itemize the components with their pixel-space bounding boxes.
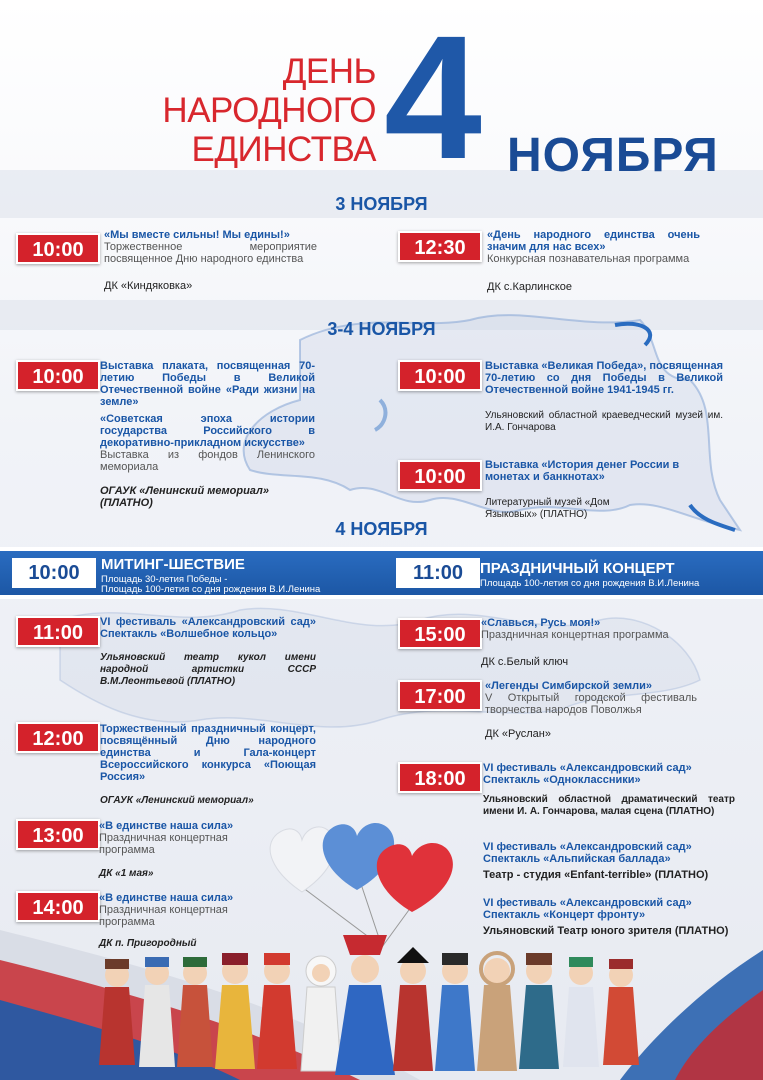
event-title: «В единстве наша сила» <box>99 892 234 904</box>
event-venue: Театр - студия «Enfant-terrible» (ПЛАТНО) <box>483 869 709 881</box>
event-nov4-right-3 <box>483 762 735 818</box>
event-title: VI фестиваль «Александровский сад» Спектакль «Волшебное кольцо» <box>100 616 316 640</box>
time-badge: 13:00 <box>16 819 100 850</box>
event-title: VI фестиваль «Александровский сад» Спектакль «Концерт фронту» <box>483 897 692 921</box>
event-venue: Литературный музей «Дом Языковых» (ПЛАТНО) <box>485 497 610 520</box>
event-nov4-right-2 <box>485 680 697 740</box>
event-nov4-left-3 <box>99 820 264 880</box>
event-venue: Ульяновский театр кукол имени народной артистки СССР В.М.Леонтьевой (ПЛАТНО) <box>100 652 316 687</box>
event-title: Выставка плаката, посвященная 70-летию Победы в Великой Отечественной войне «Ради жизни на земле» <box>100 360 315 408</box>
event-venue: ДК «1 мая» <box>99 868 154 879</box>
event-title: «День народного единства очень значим для нас всех» <box>487 229 700 253</box>
event-title: «Советская эпоха истории государства Российского в декоративно-прикладном искусстве» <box>100 413 315 449</box>
event-nov3-right <box>487 229 700 293</box>
event-venue: ОГАУК «Ленинский мемориал» (ПЛАТНО) <box>100 485 270 509</box>
event-title: «Мы вместе сильны! Мы едины!» <box>104 229 290 241</box>
event-venue: ДК с.Белый ключ <box>481 656 569 668</box>
folk-costume-dolls-illustration <box>95 935 655 1080</box>
event-venue: Ульяновский областной краеведческий музей им. И.А. Гончарова <box>485 410 723 433</box>
header-month: НОЯБРЯ <box>507 129 719 182</box>
header-title-line1: ДЕНЬ <box>282 52 376 91</box>
time-badge: 10:00 <box>398 460 482 491</box>
banner-event-location: Площадь 100-летия со дня рождения В.И.Ленина <box>480 578 700 589</box>
event-title: «Славься, Русь моя!» <box>481 617 601 629</box>
event-title: «Легенды Симбирской земли» <box>485 680 653 692</box>
event-description: Конкурсная познавательная программа <box>487 253 690 265</box>
time-badge: 11:00 <box>396 558 480 588</box>
event-venue: ДК с.Карлинское <box>487 281 573 293</box>
header-title-line2: НАРОДНОГО <box>162 91 376 130</box>
time-badge: 10:00 <box>16 360 100 391</box>
event-title: VI фестиваль «Александровский сад» Спектакль «Одноклассники» <box>483 762 692 786</box>
time-badge: 12:30 <box>398 231 482 262</box>
event-description: Праздничная концертная программа <box>99 904 228 928</box>
heart-balloons <box>262 812 472 947</box>
time-badge: 10:00 <box>398 360 482 391</box>
event-description: Праздничная концертная программа <box>481 629 669 641</box>
event-description: Праздничная концертная программа <box>99 832 228 856</box>
event-title: Выставка «Великая Победа», посвященная 70-летию со дня Победы в Великой Отечественной войне 1941-1945 гг. <box>485 360 723 396</box>
event-nov4-left-1 <box>100 616 316 688</box>
doll <box>99 959 135 1065</box>
event-nov3-left <box>104 229 317 292</box>
banner-event-location: Площадь 100-летия со дня рождения В.И.Ленина <box>101 584 321 595</box>
header-big-number: 4 <box>384 0 482 196</box>
main-events-banner <box>0 547 763 599</box>
banner-event-title: ПРАЗДНИЧНЫЙ КОНЦЕРТ <box>480 560 675 577</box>
event-nov4-right-1 <box>481 617 721 668</box>
event-nov4-left-2 <box>100 723 316 807</box>
banner-event-title: МИТИНГ-ШЕСТВИЕ <box>101 556 245 573</box>
event-description: Торжественное мероприятие посвященное Дню народного единства <box>104 241 317 265</box>
event-venue: ОГАУК «Ленинский мемориал» <box>100 795 254 806</box>
event-description: Выставка из фондов Ленинского мемориала <box>100 449 315 473</box>
event-venue: ДК «Киндяковка» <box>104 280 193 292</box>
time-badge: 18:00 <box>398 762 482 793</box>
event-title: Торжественный праздничный концерт, посвящённый Дню народного единства и Гала-концерт Всероссийского конкурса «Поющая Россия» <box>100 723 316 783</box>
event-venue: Ульяновский Театр юного зрителя (ПЛАТНО) <box>483 925 729 937</box>
event-nov34-left <box>100 360 315 509</box>
event-venue: Ульяновский областной драматический театр имени И. А. Гончарова, малая сцена (ПЛАТНО) <box>483 794 735 817</box>
time-badge: 12:00 <box>16 722 100 753</box>
time-badge: 11:00 <box>16 616 100 647</box>
event-venue: ДК п. Пригородный <box>99 938 197 949</box>
event-nov34-right1 <box>485 360 723 434</box>
event-nov4-right-4 <box>483 841 735 881</box>
event-nov34-right2 <box>485 459 723 521</box>
date-heading-nov34: 3-4 НОЯБРЯ <box>327 319 436 339</box>
time-badge: 10:00 <box>16 233 100 264</box>
date-heading-nov3: 3 НОЯБРЯ <box>335 194 428 214</box>
banner-event-location: Площадь 30-летия Победы - <box>101 574 228 585</box>
time-badge: 10:00 <box>12 558 96 588</box>
date-heading-nov4: 4 НОЯБРЯ <box>335 519 428 539</box>
time-badge: 15:00 <box>398 618 482 649</box>
event-title: «В единстве наша сила» <box>99 820 234 832</box>
event-nov4-right-5 <box>483 897 735 937</box>
event-title: Выставка «История денег России в монетах и банкнотах» <box>485 459 680 483</box>
time-badge: 17:00 <box>398 680 482 711</box>
header-title-line3: ЕДИНСТВА <box>191 130 376 169</box>
event-title: VI фестиваль «Александровский сад» Спектакль «Альпийская баллада» <box>483 841 692 865</box>
event-venue: ДК «Руслан» <box>485 728 551 740</box>
time-badge: 14:00 <box>16 891 100 922</box>
event-description: V Открытый городской фестиваль творчества народов Поволжья <box>485 692 697 716</box>
